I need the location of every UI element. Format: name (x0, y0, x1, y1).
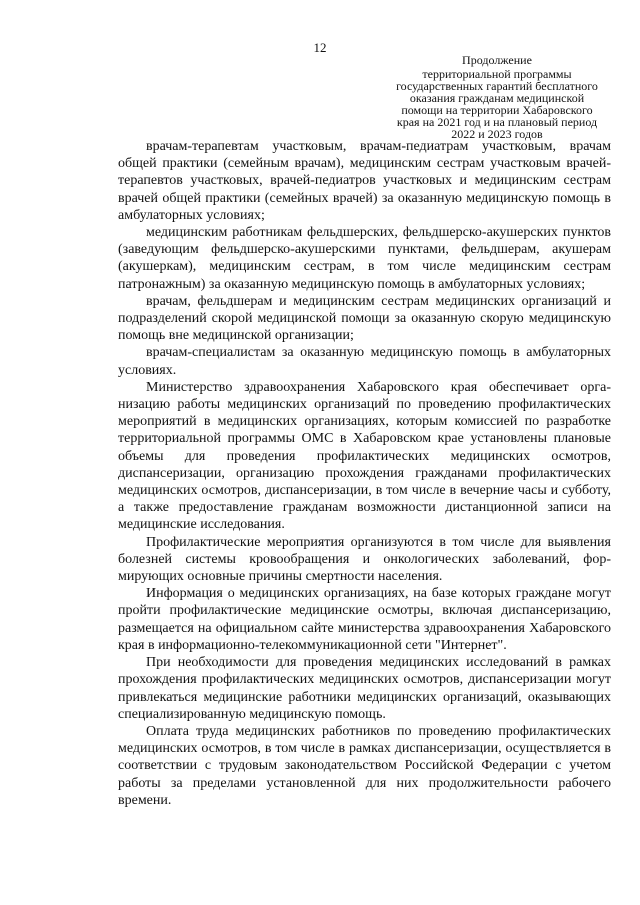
continuation-label: Продолжение (462, 53, 532, 67)
paragraph: Информация о медицинских организациях, на базе которых граждане могут пройти профилактические медицинские осмотры, включая диспансеризацию, размещается на официальном сайте министерства здравоохранения Хабаровского края в информационно-телекоммуникационной сети "Интернет". (118, 586, 611, 653)
continuation-line: помощи на территории Хабаровского (401, 103, 593, 117)
paragraph: врачам, фельдшерам и медицинским сестрам медицинских организаций и подразделений скорой медицинской помощи за оказанную скорую медицинскую помощь вне медицинской организации; (118, 293, 611, 344)
continuation-line: 2022 и 2023 годов (451, 127, 543, 141)
page-number: 12 (313, 40, 327, 55)
continuation-line: территориальной программы (422, 67, 572, 81)
continuation-line: оказания гражданам медицинской (409, 91, 585, 105)
continuation-header (384, 54, 610, 140)
continuation-line: государственных гарантий бесплатного (396, 79, 598, 93)
document-body (118, 138, 611, 809)
paragraph: Министерство здравоохранения Хабаровского края обеспечивает организацию работы медицинских организаций по проведению профилактических мероприятий в медицинских организациях, которым комиссией по разработке территориальной программы ОМС в Хабаровском крае установлены плановые объемы для проведения профилактических медицинских осмотров, диспансеризации, организацию прохождения гражданами профилактических медицинских осмотров, диспансеризации, в том числе в вечерние часы и субботу, а также предоставление гражданам возможности дистанционной записи на медицинские исследования. (118, 379, 611, 533)
paragraph: Профилактические мероприятия организуются в том числе для выявления болезней системы кровообращения и онкологических заболеваний, формирующих основные причины смертности населения. (118, 534, 611, 585)
paragraph: медицинским работникам фельдшерских, фельдшерско-акушерских пунктов (заведующим фельдшерско-акушерскими пунктами, фельдшерам, акушерам (акушеркам), медицинским сестрам, в том числе медицинским сестрам патронажным) за оказанную медицинскую помощь в амбулаторных условиях; (118, 225, 611, 292)
paragraph: врачам-терапевтам участковым, врачам-педиатрам участковым, врачам общей практики (семейным врачам), медицинским сестрам участковым врачей-терапевтов участковых, врачей-педиатров участковых и медицинским сестрам врачей общей практики (семейных врачей) за оказанную медицинскую помощь в амбулаторных условиях; (118, 139, 611, 223)
paragraph: При необходимости для проведения медицинских исследований в рамках прохождения профилактических медицинских осмотров, диспансеризации могут привлекаться медицинские работники медицинских организаций, оказывающих специализированную медицинскую помощь. (118, 655, 611, 722)
continuation-line: края на 2021 год и на плановый период (396, 115, 598, 129)
paragraph: врачам-специалистам за оказанную медицинскую помощь в амбулаторных условиях. (118, 345, 611, 378)
paragraph: Оплата труда медицинских работников по проведению профилактических медицинских осмотров, в том числе в рамках диспансеризации, осуществляется в соответствии с трудовым законодательством Российской Федерации с учетом работы за пределами установленной для них продолжительности рабочего времени. (118, 723, 611, 808)
